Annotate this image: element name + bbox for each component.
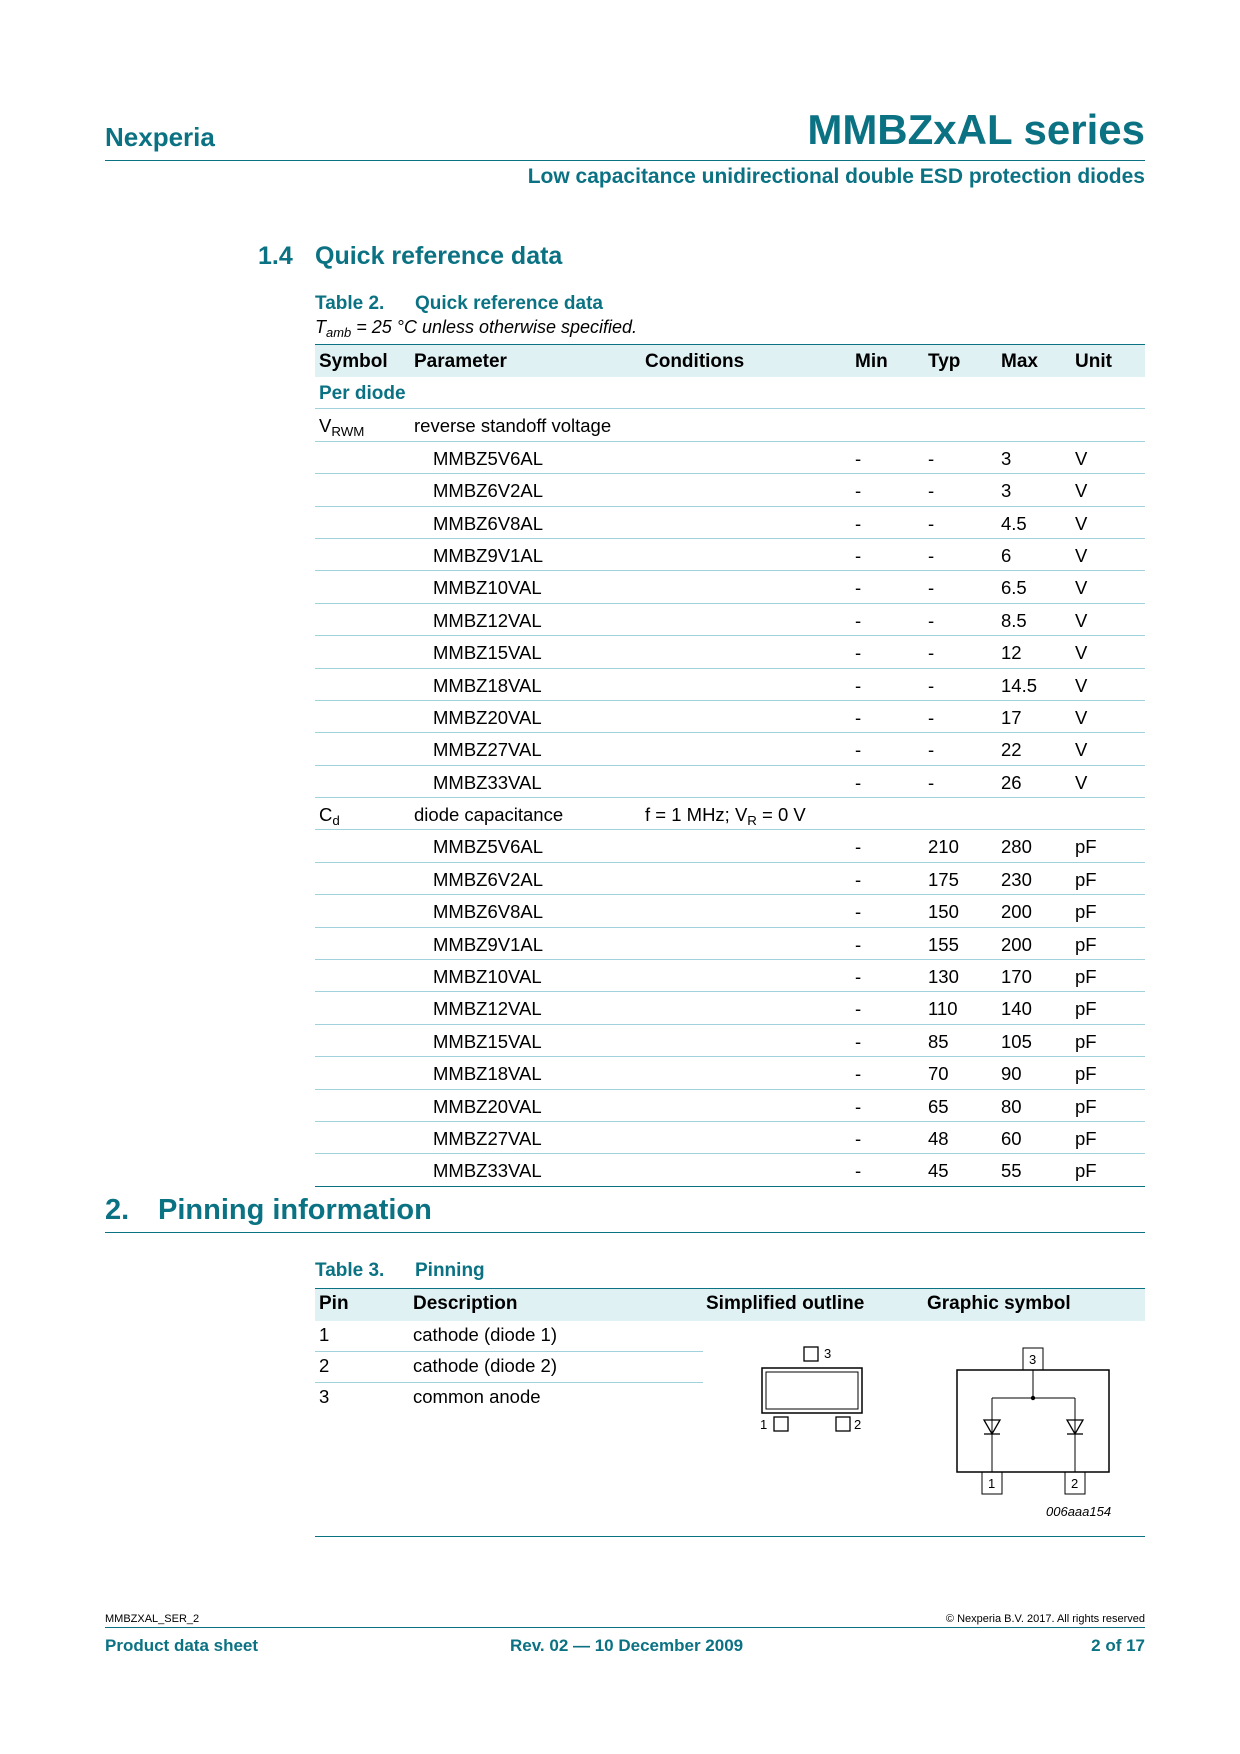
typ-value: - bbox=[928, 480, 935, 502]
min-value: - bbox=[855, 1095, 862, 1117]
unit-value: pF bbox=[1075, 836, 1097, 858]
group-label: Per diode bbox=[319, 383, 406, 404]
row-divider bbox=[315, 1351, 703, 1352]
unit-value: V bbox=[1075, 577, 1088, 599]
typ-value: 150 bbox=[928, 901, 959, 923]
typ-value: - bbox=[928, 512, 935, 534]
min-value: - bbox=[855, 1063, 862, 1085]
unit-value: pF bbox=[1075, 1063, 1097, 1085]
vrwm-rows bbox=[315, 442, 1145, 798]
table-row bbox=[315, 636, 1145, 668]
max-value: 140 bbox=[1001, 998, 1032, 1020]
cd-conditions: f = 1 MHz; $V_R = 0$ V bbox=[645, 804, 806, 829]
unit-value: pF bbox=[1075, 933, 1097, 955]
device-type: MMBZ12VAL bbox=[433, 609, 542, 631]
max-value: 230 bbox=[1001, 868, 1032, 890]
header-pin: Pin bbox=[319, 1293, 349, 1314]
table-row bbox=[315, 442, 1145, 474]
quick-reference-table bbox=[315, 344, 1145, 1187]
max-value: 105 bbox=[1001, 1030, 1032, 1052]
header-max: Max bbox=[1001, 351, 1038, 372]
table-row bbox=[315, 474, 1145, 506]
typ-value: 110 bbox=[928, 998, 958, 1020]
max-value: 26 bbox=[1001, 771, 1022, 793]
table-row bbox=[315, 571, 1145, 603]
pin-number: 1 bbox=[319, 1324, 330, 1345]
unit-value: pF bbox=[1075, 1030, 1097, 1052]
header-parameter: Parameter bbox=[414, 351, 507, 372]
device-type: MMBZ12VAL bbox=[433, 998, 542, 1020]
footer-divider bbox=[105, 1627, 1145, 1628]
max-value: 280 bbox=[1001, 836, 1032, 858]
max-value: 90 bbox=[1001, 1063, 1022, 1085]
min-value: - bbox=[855, 836, 862, 858]
typ-value: 65 bbox=[928, 1095, 949, 1117]
table-row bbox=[315, 895, 1145, 927]
table-row bbox=[315, 539, 1145, 571]
max-value: 60 bbox=[1001, 1127, 1022, 1149]
min-value: - bbox=[855, 1030, 862, 1052]
device-type: MMBZ27VAL bbox=[433, 1127, 542, 1149]
unit-value: V bbox=[1075, 771, 1088, 793]
max-value: 22 bbox=[1001, 739, 1022, 761]
table-row bbox=[315, 863, 1145, 895]
unit-value: pF bbox=[1075, 868, 1097, 890]
section-number: 2. bbox=[105, 1194, 130, 1226]
max-value: 4.5 bbox=[1001, 512, 1027, 534]
table-row bbox=[315, 701, 1145, 733]
table2-note: $T_{amb} = 25$ °C unless otherwise specified. bbox=[315, 317, 638, 340]
min-value: - bbox=[855, 771, 862, 793]
device-type: MMBZ6V8AL bbox=[433, 512, 544, 534]
max-value: 8.5 bbox=[1001, 609, 1027, 631]
symbol-pin3-label: 3 bbox=[1029, 1352, 1037, 1367]
min-value: - bbox=[855, 1127, 862, 1149]
pin-description: cathode (diode 2) bbox=[413, 1355, 557, 1376]
outline-pin1-label: 1 bbox=[760, 1417, 768, 1432]
device-type: MMBZ5V6AL bbox=[433, 836, 544, 858]
document-subtitle: Low capacitance unidirectional double ESD protection diodes bbox=[527, 165, 1145, 188]
typ-value: - bbox=[928, 771, 935, 793]
typ-value: - bbox=[928, 674, 935, 696]
device-type: MMBZ9V1AL bbox=[433, 544, 544, 566]
unit-value: V bbox=[1075, 544, 1088, 566]
unit-value: V bbox=[1075, 642, 1088, 664]
cd-parameter: diode capacitance bbox=[414, 804, 564, 826]
unit-value: pF bbox=[1075, 1095, 1097, 1117]
section-title: Pinning information bbox=[158, 1194, 432, 1226]
header-simplified-outline: Simplified outline bbox=[706, 1293, 865, 1314]
typ-value: - bbox=[928, 609, 935, 631]
table-row bbox=[315, 928, 1145, 960]
header-unit: Unit bbox=[1075, 351, 1112, 372]
simplified-outline-drawing bbox=[750, 1340, 870, 1440]
typ-value: 70 bbox=[928, 1063, 949, 1085]
vrwm-parameter-row bbox=[315, 409, 1145, 441]
typ-value: 210 bbox=[928, 836, 959, 858]
pin-description: common anode bbox=[413, 1386, 541, 1407]
typ-value: - bbox=[928, 544, 935, 566]
cd-rows bbox=[315, 830, 1145, 1186]
symbol-pin1-label: 1 bbox=[988, 1476, 996, 1491]
max-value: 6.5 bbox=[1001, 577, 1027, 599]
unit-value: V bbox=[1075, 512, 1088, 534]
vrwm-parameter: reverse standoff voltage bbox=[414, 415, 612, 437]
min-value: - bbox=[855, 447, 862, 469]
table2-caption-title: Quick reference data bbox=[415, 293, 603, 314]
unit-value: pF bbox=[1075, 1127, 1097, 1149]
header-min: Min bbox=[855, 351, 888, 372]
max-value: 80 bbox=[1001, 1095, 1022, 1117]
min-value: - bbox=[855, 642, 862, 664]
min-value: - bbox=[855, 609, 862, 631]
device-type: MMBZ9V1AL bbox=[433, 933, 544, 955]
typ-value: 85 bbox=[928, 1030, 949, 1052]
table2-caption-number: Table 2. bbox=[315, 293, 385, 314]
max-value: 170 bbox=[1001, 966, 1032, 988]
cd-parameter-row bbox=[315, 798, 1145, 830]
min-value: - bbox=[855, 933, 862, 955]
device-type: MMBZ33VAL bbox=[433, 1160, 542, 1182]
typ-value: - bbox=[928, 706, 935, 728]
document-title: MMBZxAL series bbox=[807, 106, 1145, 153]
min-value: - bbox=[855, 901, 862, 923]
figure-id: 006aaa154 bbox=[1046, 1504, 1112, 1519]
group-row-per-diode bbox=[315, 377, 1145, 409]
unit-value: V bbox=[1075, 609, 1088, 631]
outline-pin2-label: 2 bbox=[854, 1417, 862, 1432]
table-row bbox=[315, 1090, 1145, 1122]
typ-value: - bbox=[928, 577, 935, 599]
brand-name: Nexperia bbox=[105, 122, 215, 152]
table-row bbox=[315, 669, 1145, 701]
graphic-symbol-drawing bbox=[950, 1340, 1120, 1500]
typ-value: 48 bbox=[928, 1127, 949, 1149]
table-header-row bbox=[315, 344, 1145, 377]
unit-value: V bbox=[1075, 480, 1088, 502]
device-type: MMBZ10VAL bbox=[433, 966, 542, 988]
table-row bbox=[315, 1057, 1145, 1089]
device-type: MMBZ6V2AL bbox=[433, 480, 544, 502]
unit-value: pF bbox=[1075, 901, 1097, 923]
unit-value: pF bbox=[1075, 1160, 1097, 1182]
header-typ: Typ bbox=[928, 351, 961, 372]
typ-value: 155 bbox=[928, 933, 959, 955]
pin-number: 3 bbox=[319, 1386, 330, 1407]
device-type: MMBZ20VAL bbox=[433, 1095, 542, 1117]
device-type: MMBZ18VAL bbox=[433, 1063, 542, 1085]
max-value: 3 bbox=[1001, 447, 1012, 469]
device-type: MMBZ33VAL bbox=[433, 771, 542, 793]
min-value: - bbox=[855, 674, 862, 696]
max-value: 12 bbox=[1001, 642, 1022, 664]
table3-caption-number: Table 3. bbox=[315, 1260, 385, 1281]
outline-pin3-label: 3 bbox=[824, 1346, 832, 1361]
header-graphic-symbol: Graphic symbol bbox=[927, 1293, 1071, 1314]
footer-revision: Rev. 02 — 10 December 2009 bbox=[510, 1636, 744, 1655]
section-title: Quick reference data bbox=[315, 242, 563, 270]
device-type: MMBZ20VAL bbox=[433, 706, 542, 728]
header-symbol: Symbol bbox=[319, 351, 388, 372]
min-value: - bbox=[855, 544, 862, 566]
table-row bbox=[315, 992, 1145, 1024]
typ-value: 45 bbox=[928, 1160, 949, 1182]
pinning-table-bottom-rule bbox=[315, 1536, 1145, 1537]
min-value: - bbox=[855, 706, 862, 728]
symbol-pin2-label: 2 bbox=[1071, 1476, 1079, 1491]
typ-value: - bbox=[928, 739, 935, 761]
device-type: MMBZ15VAL bbox=[433, 642, 542, 664]
min-value: - bbox=[855, 868, 862, 890]
unit-value: V bbox=[1075, 674, 1088, 696]
header-divider bbox=[105, 160, 1145, 161]
device-type: MMBZ18VAL bbox=[433, 674, 542, 696]
unit-value: pF bbox=[1075, 966, 1097, 988]
max-value: 17 bbox=[1001, 706, 1022, 728]
typ-value: - bbox=[928, 642, 935, 664]
section-divider bbox=[105, 1232, 1145, 1233]
pin-number: 2 bbox=[319, 1355, 330, 1376]
table-row bbox=[315, 604, 1145, 636]
row-divider bbox=[315, 1382, 703, 1383]
unit-value: pF bbox=[1075, 998, 1097, 1020]
cd-symbol: $C_d$ bbox=[319, 804, 340, 829]
header-conditions: Conditions bbox=[645, 351, 745, 372]
device-type: MMBZ27VAL bbox=[433, 739, 542, 761]
table-row bbox=[315, 733, 1145, 765]
footer-page-number: 2 of 17 bbox=[1091, 1636, 1145, 1655]
typ-value: 175 bbox=[928, 868, 959, 890]
device-type: MMBZ15VAL bbox=[433, 1030, 542, 1052]
min-value: - bbox=[855, 1160, 862, 1182]
device-type: MMBZ6V2AL bbox=[433, 868, 544, 890]
header-description: Description bbox=[413, 1293, 518, 1314]
max-value: 200 bbox=[1001, 933, 1032, 955]
typ-value: - bbox=[928, 447, 935, 469]
footer-copyright: © Nexperia B.V. 2017. All rights reserved bbox=[945, 1613, 1145, 1625]
unit-value: V bbox=[1075, 739, 1088, 761]
table-row bbox=[315, 1122, 1145, 1154]
table-row bbox=[315, 1154, 1145, 1186]
max-value: 200 bbox=[1001, 901, 1032, 923]
device-type: MMBZ6V8AL bbox=[433, 901, 544, 923]
min-value: - bbox=[855, 998, 862, 1020]
min-value: - bbox=[855, 739, 862, 761]
footer-doc-type: Product data sheet bbox=[105, 1636, 259, 1655]
min-value: - bbox=[855, 966, 862, 988]
table-row bbox=[315, 1025, 1145, 1057]
max-value: 3 bbox=[1001, 480, 1012, 502]
max-value: 6 bbox=[1001, 544, 1012, 566]
min-value: - bbox=[855, 577, 862, 599]
section-number: 1.4 bbox=[258, 242, 293, 270]
min-value: - bbox=[855, 480, 862, 502]
table-row bbox=[315, 960, 1145, 992]
vrwm-symbol: $V_{RWM}$ bbox=[319, 415, 365, 440]
pin-description: cathode (diode 1) bbox=[413, 1324, 557, 1345]
table-row bbox=[315, 830, 1145, 862]
footer-doc-id: MMBZXAL_SER_2 bbox=[105, 1613, 200, 1625]
table-row bbox=[315, 766, 1145, 798]
device-type: MMBZ10VAL bbox=[433, 577, 542, 599]
unit-value: V bbox=[1075, 447, 1088, 469]
unit-value: V bbox=[1075, 706, 1088, 728]
max-value: 14.5 bbox=[1001, 674, 1038, 696]
typ-value: 130 bbox=[928, 966, 959, 988]
table3-caption-title: Pinning bbox=[415, 1260, 485, 1281]
max-value: 55 bbox=[1001, 1160, 1022, 1182]
min-value: - bbox=[855, 512, 862, 534]
table-row bbox=[315, 507, 1145, 539]
device-type: MMBZ5V6AL bbox=[433, 447, 544, 469]
